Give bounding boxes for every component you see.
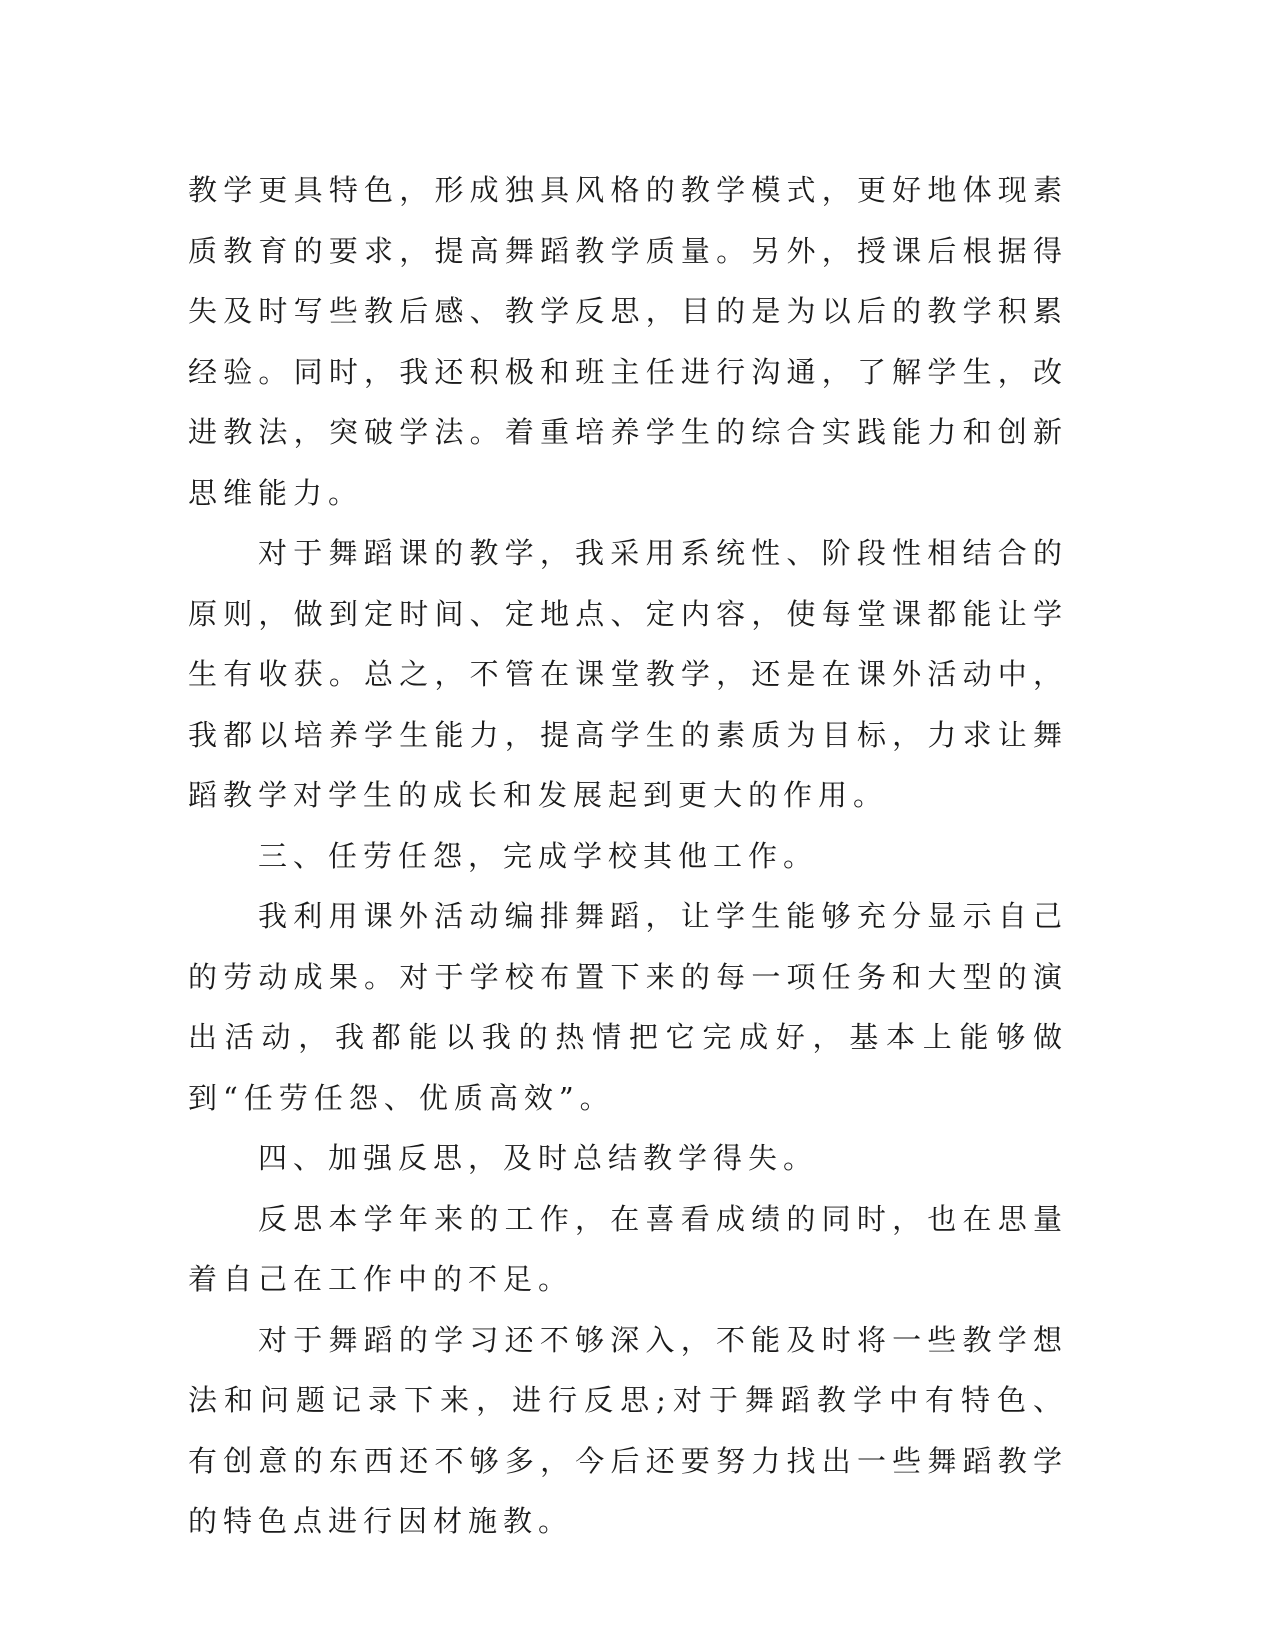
paragraph-extracurricular: 我利用课外活动编排舞蹈，让学生能够充分显示自己的劳动成果。对于学校布置下来的每一项任务和大型的演出活动，我都能以我的热情把它完成好，基本上能够做到“任劳任怨、优质高效”。 — [188, 899, 1068, 1115]
section-heading-three: 三、任劳任怨，完成学校其他工作。 — [258, 838, 819, 873]
paragraph-dance-teaching: 对于舞蹈课的教学，我采用系统性、阶段性相结合的原则，做到定时间、定地点、定内容，使每堂课都能让学生有收获。总之，不管在课堂教学，还是在课外活动中，我都以培养学生能力，提高学生的素质为目标，力求让舞蹈教学对学生的成长和发展起到更大的作用。 — [188, 536, 1068, 812]
document-body — [188, 160, 1068, 1552]
paragraph-reflection: 反思本学年来的工作，在喜看成绩的同时，也在思量着自己在工作中的不足。 — [188, 1201, 1068, 1296]
section-heading-four: 四、加强反思，及时总结教学得失。 — [258, 1141, 819, 1175]
paragraph-shortcomings: 对于舞蹈的学习还不够深入，不能及时将一些教学想法和问题记录下来，进行反思;对于舞蹈教学中有特色、有创意的东西还不够多，今后还要努力找出一些舞蹈教学的特色点进行因材施教。 — [188, 1322, 1068, 1538]
paragraph-continuation: 教学更具特色，形成独具风格的教学模式，更好地体现素质教育的要求，提高舞蹈教学质量。另外，授课后根据得失及时写些教后感、教学反思，目的是为以后的教学积累经验。同时，我还积极和班主任进行沟通，了解学生，改进教法，突破学法。着重培养学生的综合实践能力和创新思维能力。 — [188, 173, 1068, 510]
